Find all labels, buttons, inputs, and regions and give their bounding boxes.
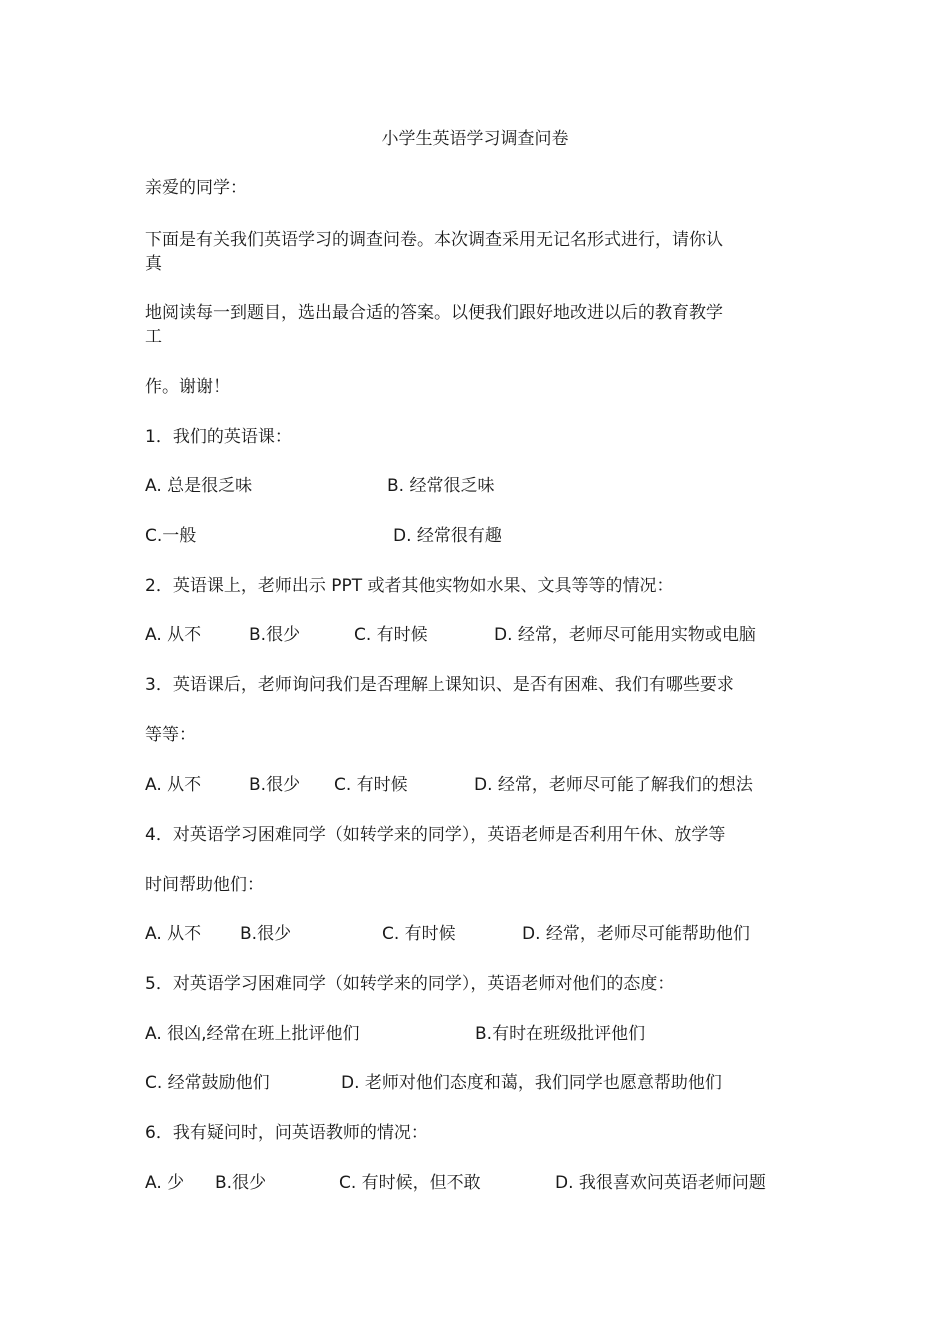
q5-option-b: B.有时在班级批评他们 xyxy=(475,1024,646,1044)
q6-option-c: C. 有时候，但不敢 xyxy=(339,1173,481,1193)
q3-option-a: A. 从不 xyxy=(145,775,202,795)
q3-option-c: C. 有时候 xyxy=(334,775,408,795)
q2-option-d: D. 经常，老师尽可能用实物或电脑 xyxy=(494,625,756,645)
q5-option-c: C. 经常鼓励他们 xyxy=(145,1073,270,1093)
q2-option-a: A. 从不 xyxy=(145,625,202,645)
question-1-text: 1．我们的英语课： xyxy=(145,427,292,447)
q6-option-d: D. 我很喜欢问英语老师问题 xyxy=(555,1173,766,1193)
q3-option-d: D. 经常，老师尽可能了解我们的想法 xyxy=(474,775,753,795)
page-title: 小学生英语学习调查问卷 xyxy=(381,129,569,149)
q1-option-a: A. 总是很乏味 xyxy=(145,476,253,496)
q5-option-a: A. 很凶,经常在班上批评他们 xyxy=(145,1024,360,1044)
q4-option-d: D. 经常，老师尽可能帮助他们 xyxy=(522,924,750,944)
question-3-text: 3．英语课后，老师询问我们是否理解上课知识、是否有困难、我们有哪些要求 xyxy=(145,675,734,695)
intro-line-1-wrap: 真 xyxy=(145,254,162,274)
intro-line-2: 地阅读每一到题目，选出最合适的答案。以便我们跟好地改进以后的教育教学 xyxy=(145,303,723,323)
q4-option-a: A. 从不 xyxy=(145,924,202,944)
question-4-text: 4．对英语学习困难同学（如转学来的同学），英语老师是否利用午休、放学等 xyxy=(145,825,726,845)
q4-option-c: C. 有时候 xyxy=(382,924,456,944)
question-2-text: 2．英语课上，老师出示 PPT 或者其他实物如水果、文具等等的情况： xyxy=(145,576,674,596)
q1-option-b: B. 经常很乏味 xyxy=(387,476,495,496)
question-3-text-cont: 等等： xyxy=(145,725,196,745)
q4-option-b: B.很少 xyxy=(240,924,292,944)
question-5-text: 5．对英语学习困难同学（如转学来的同学），英语老师对他们的态度： xyxy=(145,974,675,994)
intro-line-1: 下面是有关我们英语学习的调查问卷。本次调查采用无记名形式进行，请你认 xyxy=(145,230,723,250)
q1-option-d: D. 经常很有趣 xyxy=(393,526,502,546)
q5-option-d: D. 老师对他们态度和蔼，我们同学也愿意帮助他们 xyxy=(341,1073,722,1093)
q2-option-c: C. 有时候 xyxy=(354,625,428,645)
question-4-text-cont: 时间帮助他们： xyxy=(145,875,264,895)
question-6-text: 6．我有疑问时，问英语教师的情况： xyxy=(145,1123,428,1143)
intro-line-2-wrap: 工 xyxy=(145,327,162,347)
greeting: 亲爱的同学： xyxy=(145,178,247,198)
q6-option-a: A. 少 xyxy=(145,1173,185,1193)
q3-option-b: B.很少 xyxy=(249,775,301,795)
intro-line-3: 作。谢谢！ xyxy=(145,377,230,397)
q2-option-b: B.很少 xyxy=(249,625,301,645)
q1-option-c: C.一般 xyxy=(145,526,197,546)
q6-option-b: B.很少 xyxy=(215,1173,267,1193)
